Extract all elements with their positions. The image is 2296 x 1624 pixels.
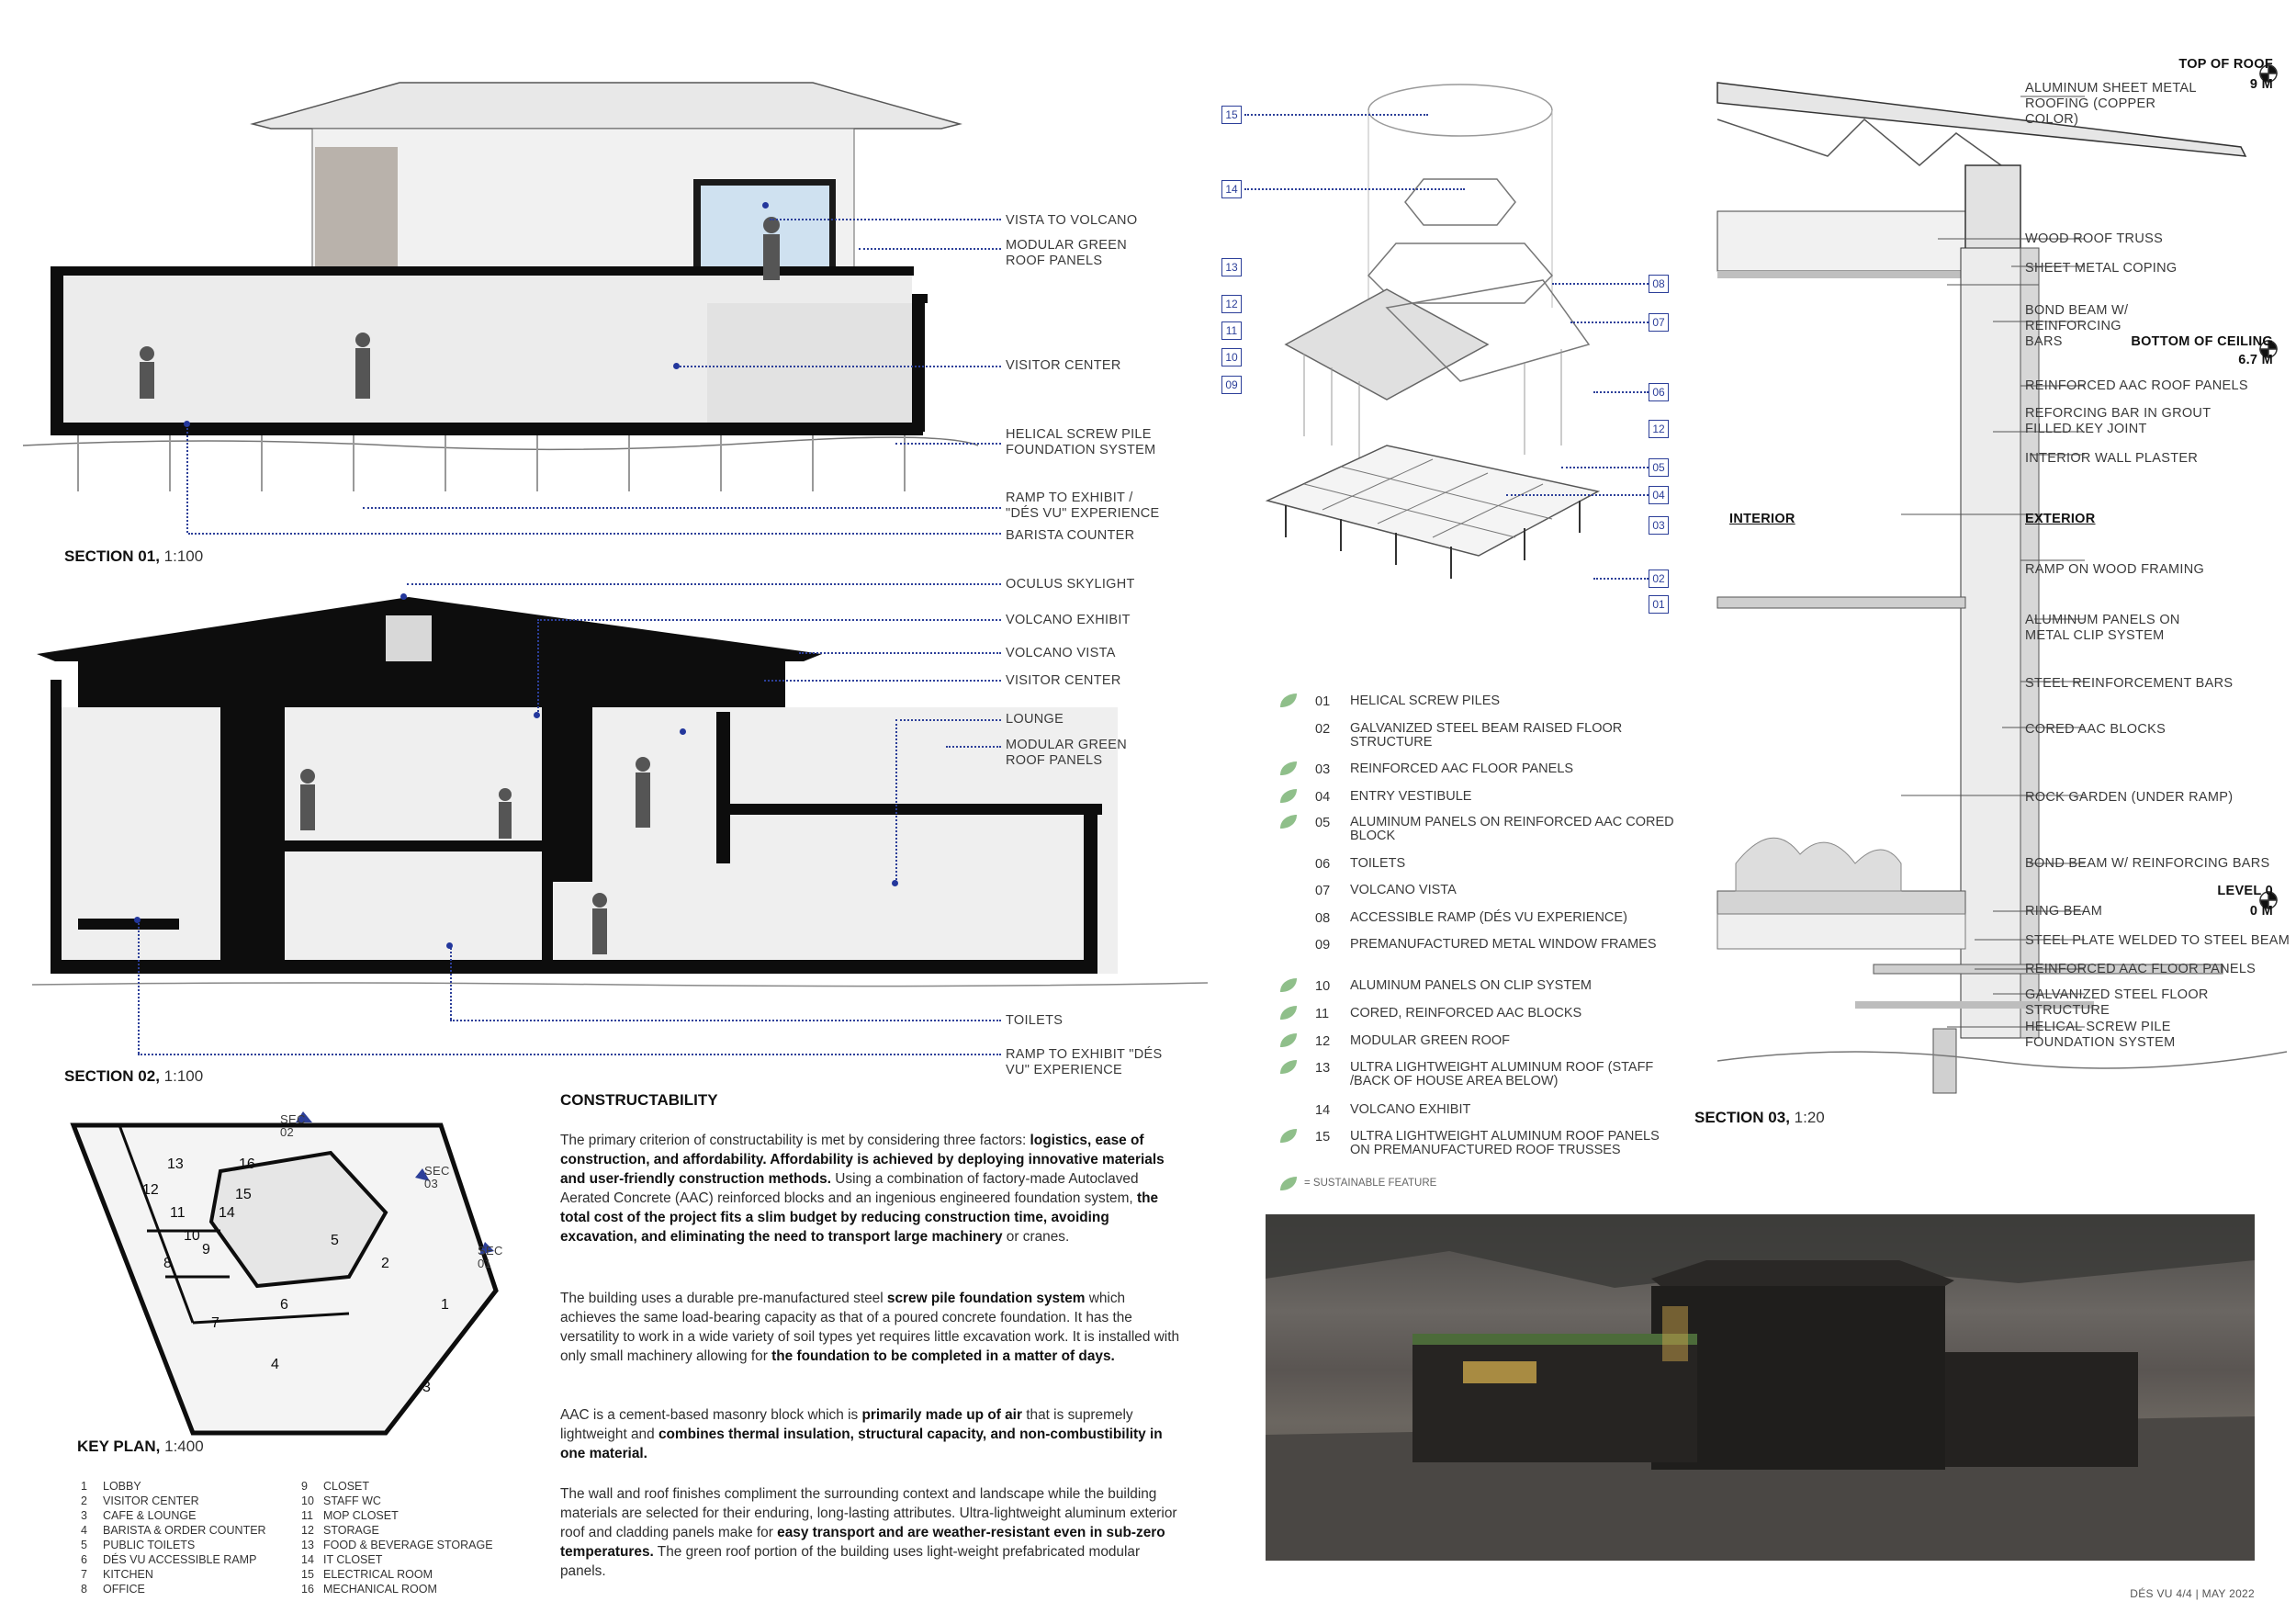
- s2-label-green-roof: MODULAR GREEN ROOF PANELS: [1006, 738, 1127, 768]
- section-02-title-text: SECTION 02,: [64, 1067, 160, 1085]
- axo-leader-04: [1506, 494, 1649, 496]
- leader-ramp-2-v: [138, 919, 140, 1054]
- svg-text:1: 1: [441, 1297, 449, 1313]
- key-plan-svg: [55, 1111, 533, 1451]
- svg-text:14: 14: [219, 1205, 235, 1221]
- svg-text:6: 6: [280, 1297, 288, 1313]
- s3-level-top-roof: TOP OF ROOF: [2178, 57, 2273, 72]
- s3-label-rock-garden: ROCK GARDEN (UNDER RAMP): [2025, 790, 2234, 805]
- axo-leader-02: [1593, 578, 1649, 580]
- key-room-2: 2 VISITOR CENTER: [81, 1494, 199, 1507]
- svg-text:3: 3: [422, 1380, 431, 1395]
- svg-text:5: 5: [331, 1233, 339, 1248]
- section-02-title: [64, 1067, 203, 1086]
- key-room-11: 11 MOP CLOSET: [301, 1509, 399, 1522]
- key-room-10: 10 STAFF WC: [301, 1494, 381, 1507]
- svg-text:7: 7: [211, 1315, 219, 1331]
- axo-tag-08: 08: [1649, 275, 1669, 293]
- axo-leader-08: [1552, 283, 1649, 285]
- key-room-9: 9 CLOSET: [301, 1480, 370, 1493]
- section-01-drawing: [23, 73, 978, 514]
- section-01-title: [64, 547, 203, 566]
- s3-label-ramp: RAMP ON WOOD FRAMING: [2025, 562, 2205, 577]
- legend-note: [1278, 1178, 1664, 1200]
- axo-tag-13: 13: [1221, 258, 1242, 276]
- leader-visitor-center-2: [764, 680, 1001, 682]
- section-03-scale: 1:20: [1794, 1109, 1825, 1126]
- axo-tag-12b: 12: [1649, 420, 1669, 438]
- legend-row-03: 03 REINFORCED AAC FLOOR PANELS: [1278, 762, 1664, 784]
- leaf-icon: [1278, 1005, 1299, 1021]
- leader-ramp: [363, 507, 1001, 509]
- leader-ramp-2: [138, 1054, 1001, 1055]
- s3-label-roofing: ALUMINUM SHEET METAL ROOFING (COPPER COLOR): [2025, 81, 2197, 127]
- svg-text:11: 11: [170, 1205, 186, 1221]
- key-plan-list-left: [81, 1479, 301, 1596]
- section-03-title: [1694, 1109, 1825, 1127]
- dot-toilets: [446, 942, 453, 949]
- constructability-paragraph-1: The primary criterion of constructability is met by considering three factors: logistics, ease of construction, and affordability. Affordability is achieved by deploying innovative materials and user-friendly construction methods. Using a combination of factory-made Autoclaved Aerated Concrete (AAC) reinforced blocks and an ingenious engineered foundation system, the total cost of the project fits a slim budget by reducing construction time, avoiding excavation, and eliminating the need to transport large machinery or cranes.: [560, 1133, 1165, 1245]
- dot-visitor: [673, 363, 680, 369]
- section-02-scale: 1:100: [163, 1067, 204, 1085]
- key-room-4: 4 BARISTA & ORDER COUNTER: [81, 1524, 266, 1537]
- axo-leader-05: [1561, 467, 1649, 468]
- s1-label-barista: BARISTA COUNTER: [1006, 528, 1135, 543]
- dot-oculus: [400, 593, 407, 600]
- key-plan-drawing: [55, 1111, 533, 1451]
- s3-label-bond-beam-1: BOND BEAM W/ REINFORCING BARS: [2025, 303, 2129, 349]
- leader-volcano-vista: [799, 652, 1001, 654]
- axonometric-svg: [1249, 69, 1635, 638]
- leader-vista: [770, 219, 1001, 220]
- s3-level-top-roof-value: 9 M: [2249, 77, 2273, 92]
- leaf-icon: [1278, 788, 1299, 805]
- key-room-14: 14 IT CLOSET: [301, 1553, 383, 1566]
- s3-label-ring-beam: RING BEAM: [2025, 904, 2103, 919]
- s3-label-rebar-grout: REFORCING BAR IN GROUT FILLED KEY JOINT: [2025, 406, 2212, 436]
- section-01-title-text: SECTION 01,: [64, 547, 160, 565]
- key-room-12: 12 STORAGE: [301, 1524, 379, 1537]
- svg-text:13: 13: [167, 1156, 184, 1172]
- key-plan-title-text: KEY PLAN,: [77, 1438, 161, 1455]
- legend-row-08: 08 ACCESSIBLE RAMP (DÉS VU EXPERIENCE): [1315, 910, 1627, 926]
- s3-level-ceiling-value: 6.7 M: [2238, 353, 2273, 367]
- svg-text:8: 8: [163, 1256, 172, 1271]
- constructability-paragraph-4: The wall and roof finishes compliment the surrounding context and landscape while the building materials are selected for their enduring, long-lasting attributes. Ultra-lightweight aluminum exterior roof and cladding panels make for easy transport and are weather-resistant even in sub-zero temperatures. The green roof portion of the building uses light-weight prefabricated modular panels.: [560, 1486, 1177, 1579]
- key-room-6: 6 DÉS VU ACCESSIBLE RAMP: [81, 1553, 257, 1566]
- leaf-icon: [1278, 977, 1299, 994]
- footer-credit: DÉS VU 4/4 | MAY 2022: [2130, 1587, 2255, 1600]
- section-03-title-text: SECTION 03,: [1694, 1109, 1790, 1126]
- s3-interior: INTERIOR: [1729, 512, 1795, 526]
- s2-label-oculus: OCULUS SKYLIGHT: [1006, 577, 1135, 592]
- section-01-svg: [23, 73, 978, 514]
- s1-label-green-roof: MODULAR GREEN ROOF PANELS: [1006, 238, 1127, 268]
- s2-label-ramp: RAMP TO EXHIBIT "DÉS VU" EXPERIENCE: [1006, 1047, 1163, 1077]
- legend-row-07: 07 VOLCANO VISTA: [1315, 883, 1457, 898]
- leaf-icon: [1278, 1059, 1299, 1076]
- svg-text:16: 16: [239, 1156, 255, 1172]
- legend-row-09: 09 PREMANUFACTURED METAL WINDOW FRAMES: [1315, 937, 1657, 953]
- exterior-render: [1266, 1214, 2255, 1561]
- legend-row-10: 10 ALUMINUM PANELS ON CLIP SYSTEM: [1278, 979, 1664, 1001]
- legend-row-04: 04 ENTRY VESTIBULE: [1278, 790, 1664, 812]
- s3-label-truss: WOOD ROOF TRUSS: [2025, 231, 2164, 246]
- leader-lounge: [895, 719, 1001, 721]
- s1-label-visitor-center: VISITOR CENTER: [1006, 358, 1121, 373]
- s3-label-steel-bars: STEEL REINFORCEMENT BARS: [2025, 676, 2234, 691]
- key-room-16: 16 MECHANICAL ROOM: [301, 1583, 437, 1596]
- constructability-heading: CONSTRUCTABILITY: [560, 1091, 718, 1109]
- svg-text:10: 10: [184, 1228, 200, 1244]
- leader-oculus: [407, 583, 1001, 585]
- axo-tag-04: 04: [1649, 486, 1669, 504]
- s3-label-helical: HELICAL SCREW PILE FOUNDATION SYSTEM: [2025, 1020, 2176, 1050]
- axo-leader-06: [1593, 391, 1649, 393]
- dot-volcano-exhibit: [534, 712, 540, 718]
- dot-vista-2: [680, 728, 686, 735]
- legend-row-05: 05 ALUMINUM PANELS ON REINFORCED AAC CORED BLOCK: [1278, 816, 1664, 838]
- leader-lounge-v: [895, 719, 897, 880]
- dot-lounge: [892, 880, 898, 886]
- axo-tag-14: 14: [1221, 180, 1242, 198]
- leaf-icon: [1278, 693, 1299, 709]
- leader-barista-v: [186, 424, 188, 533]
- s3-label-bond-beam-2: BOND BEAM W/ REINFORCING BARS: [2025, 856, 2270, 871]
- axo-tag-02: 02: [1649, 570, 1669, 588]
- axo-tag-09: 09: [1221, 376, 1242, 394]
- key-plan-scale: 1:400: [164, 1438, 204, 1455]
- leader-barista: [188, 533, 1001, 535]
- key-room-13: 13 FOOD & BEVERAGE STORAGE: [301, 1539, 493, 1551]
- svg-text:9: 9: [202, 1242, 210, 1257]
- axo-tag-05: 05: [1649, 458, 1669, 477]
- legend-row-14: 14 VOLCANO EXHIBIT: [1315, 1102, 1471, 1118]
- section-01-scale: 1:100: [163, 547, 204, 565]
- constructability-paragraph-3: AAC is a cement-based masonry block which is primarily made up of air that is supremely lightweight and combines thermal insulation, structural capacity, and non-combustibility in one material.: [560, 1407, 1163, 1461]
- leader-green-roof: [859, 248, 1001, 250]
- legend-row-02: 02 GALVANIZED STEEL BEAM RAISED FLOOR STRUCTURE: [1315, 721, 1623, 750]
- key-plan-sec01: SEC 01: [478, 1244, 503, 1270]
- s3-level-0: LEVEL 0: [2217, 884, 2273, 898]
- s3-level-ceiling: BOTTOM OF CEILING: [2131, 334, 2273, 349]
- key-room-1: 1 LOBBY: [81, 1480, 141, 1493]
- leader-visitor-center: [680, 366, 1001, 367]
- leader-green-roof-2: [946, 746, 1001, 748]
- leader-toilets-v: [450, 944, 452, 1020]
- legend-row-13: 13 ULTRA LIGHTWEIGHT ALUMINUM ROOF (STAFF /BACK OF HOUSE AREA BELOW): [1278, 1061, 1664, 1083]
- legend-row-01: 01 HELICAL SCREW PILES: [1278, 694, 1664, 716]
- leader-volcano-exhibit-v: [537, 619, 539, 716]
- dot-ramp-2: [134, 917, 141, 923]
- svg-text:4: 4: [271, 1357, 279, 1372]
- axo-leader-07: [1570, 321, 1649, 323]
- axo-leader-15: [1244, 114, 1428, 116]
- s2-label-toilets: TOILETS: [1006, 1013, 1064, 1028]
- legend-row-12: 12 MODULAR GREEN ROOF: [1278, 1034, 1664, 1056]
- axo-leader-14: [1244, 188, 1465, 190]
- axo-tag-07: 07: [1649, 313, 1669, 332]
- key-plan-sec03: SEC 03: [424, 1164, 450, 1190]
- s3-label-galvanized: GALVANIZED STEEL FLOOR STRUCTURE: [2025, 987, 2209, 1018]
- leader-helical: [895, 443, 1001, 445]
- s3-level-0-value: 0 M: [2249, 904, 2273, 919]
- constructability-paragraph-2: The building uses a durable pre-manufactured steel screw pile foundation system which achieves the same load-bearing capacity as that of a poured concrete foundation. It has the versatility to work in a wide variety of soil types yet requires little excavation work. It is installed with only small machinery allowing for the foundation to be completed in a matter of days.: [560, 1291, 1180, 1364]
- s3-label-steel-plate: STEEL PLATE WELDED TO STEEL BEAM: [2025, 933, 2290, 948]
- legend-row-15: 15 ULTRA LIGHTWEIGHT ALUMINUM ROOF PANELS ON PREMANUFACTURED ROOF TRUSSES: [1278, 1130, 1664, 1152]
- s3-label-coping: SHEET METAL COPING: [2025, 261, 2178, 276]
- s3-label-aluminum-panels: ALUMINUM PANELS ON METAL CLIP SYSTEM: [2025, 613, 2180, 643]
- axo-tag-15: 15: [1221, 106, 1242, 124]
- key-room-8: 8 OFFICE: [81, 1583, 145, 1596]
- axo-tag-03: 03: [1649, 516, 1669, 535]
- axo-tag-12a: 12: [1221, 295, 1242, 313]
- s1-label-helical: HELICAL SCREW PILE FOUNDATION SYSTEM: [1006, 427, 1156, 457]
- key-plan-sec02: SEC 02: [280, 1112, 306, 1139]
- s3-label-plaster: INTERIOR WALL PLASTER: [2025, 451, 2199, 466]
- leaf-icon: [1278, 1176, 1299, 1192]
- legend-row-06: 06 TOILETS: [1315, 856, 1406, 872]
- legend-row-11: 11 CORED, REINFORCED AAC BLOCKS: [1278, 1007, 1664, 1029]
- leaf-icon: [1278, 1128, 1299, 1145]
- key-plan-list-right: [301, 1479, 540, 1596]
- key-room-15: 15 ELECTRICAL ROOM: [301, 1568, 433, 1581]
- svg-text:2: 2: [381, 1256, 389, 1271]
- key-plan-title: [77, 1438, 204, 1456]
- axo-tag-11: 11: [1221, 321, 1242, 340]
- axo-tag-01: 01: [1649, 595, 1669, 614]
- key-room-3: 3 CAFE & LOUNGE: [81, 1509, 197, 1522]
- s2-label-volcano-exhibit: VOLCANO EXHIBIT: [1006, 613, 1131, 627]
- svg-text:15: 15: [235, 1187, 252, 1202]
- s3-exterior: EXTERIOR: [2025, 512, 2096, 526]
- leaf-icon: [1278, 814, 1299, 830]
- axo-tag-10: 10: [1221, 348, 1242, 367]
- legend-note-text: = SUSTAINABLE FEATURE: [1304, 1178, 1437, 1189]
- key-room-5: 5 PUBLIC TOILETS: [81, 1539, 196, 1551]
- svg-text:12: 12: [142, 1182, 159, 1198]
- leaf-icon: [1278, 1032, 1299, 1049]
- leader-toilets: [450, 1020, 1001, 1021]
- s3-label-aac-floor: REINFORCED AAC FLOOR PANELS: [2025, 962, 2257, 976]
- s1-label-ramp: RAMP TO EXHIBIT / "DÉS VU" EXPERIENCE: [1006, 491, 1160, 521]
- axonometric-drawing: [1249, 69, 1635, 638]
- s3-label-aac-roof: REINFORCED AAC ROOF PANELS: [2025, 378, 2248, 393]
- s2-label-visitor-center: VISITOR CENTER: [1006, 673, 1121, 688]
- axo-tag-06: 06: [1649, 383, 1669, 401]
- s2-label-volcano-vista: VOLCANO VISTA: [1006, 646, 1116, 660]
- s1-label-vista: VISTA TO VOLCANO: [1006, 213, 1138, 228]
- dot-vista: [762, 202, 769, 209]
- leader-volcano-exhibit: [537, 619, 1001, 621]
- leaf-icon: [1278, 761, 1299, 777]
- render-svg: [1266, 1214, 2255, 1561]
- s3-label-cored-aac: CORED AAC BLOCKS: [2025, 722, 2167, 737]
- key-room-7: 7 KITCHEN: [81, 1568, 153, 1581]
- s2-label-lounge: LOUNGE: [1006, 712, 1064, 727]
